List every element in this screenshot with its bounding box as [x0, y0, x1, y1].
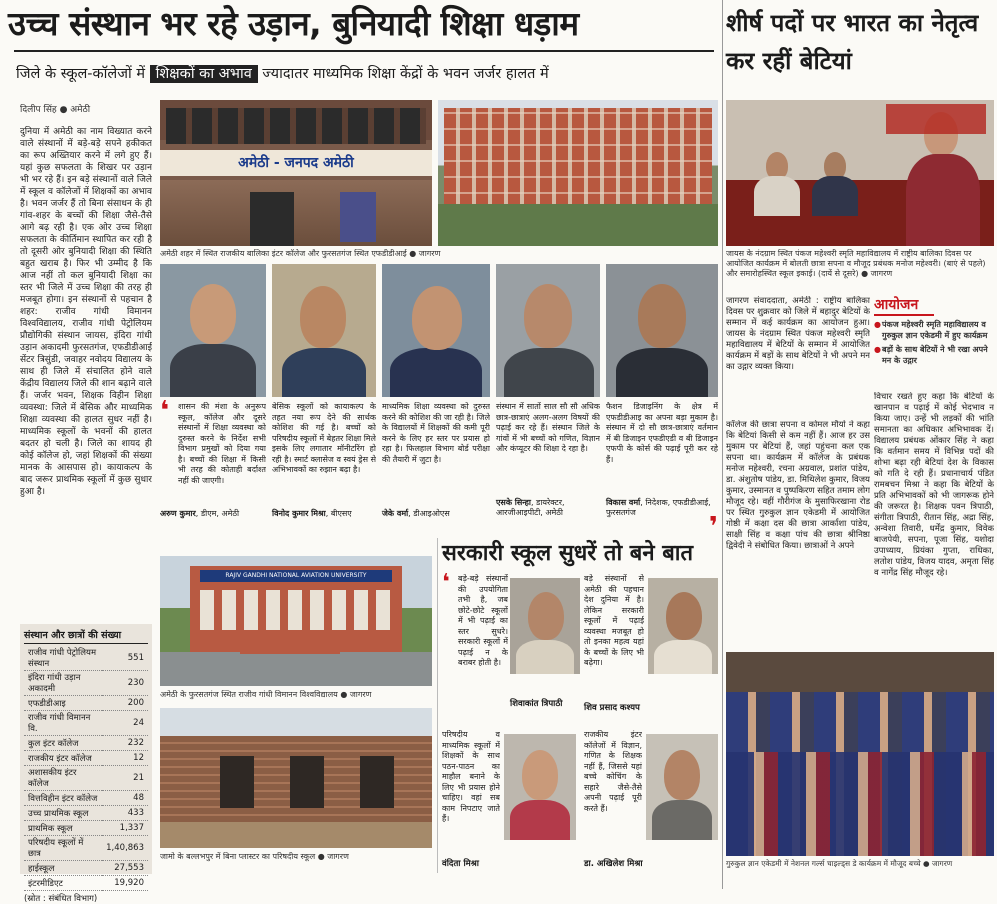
stats-label: राजकीय इंटर कॉलेज: [24, 751, 102, 766]
stats-label: परिषदीय स्कूलों में छात्र: [24, 836, 102, 861]
quote-1: [160, 396, 266, 519]
university-sign: RAJIV GANDHI NATIONAL AVIATION UNIVERSITY: [200, 570, 392, 582]
table-row: [24, 806, 148, 821]
quote-2-name: विनोद कुमार मिश्रा: [272, 509, 326, 518]
stats-value: 21: [102, 766, 148, 791]
quote-mark-icon: ❛: [442, 570, 450, 595]
main-headline: उच्च संस्थान भर रहे उड़ान, बुनियादी शिक्षा धड़ाम: [8, 4, 579, 43]
table-row: [24, 821, 148, 836]
stats-label: इंदिरा गांधी उड़ान अकादमी: [24, 671, 102, 696]
headline-rule: [14, 50, 714, 52]
article-body: दुनिया में अमेठी का नाम विख्यात करने वाले संस्थानों में बड़े-बड़े सपने हकीकत का रूप अख्तियार करने में लगे हुए हैं। यहां कुछ सफलता के शिखर पर उड़ान भी भर रहे हैं। इन बड़े संस्थानों वाले जिले में स्कूल व कॉलेजों में शिक्षकों का अभाव है। भवन जर्जर हैं तो बिना संसाधन के ही गांव-शहर के बच्चों की शिक्षा जैसे-तैसे आगे बढ़ रही है। एक ओर उच्च शिक्षा सफलता के कीर्तिमान स्थापित कर रही है तो दूसरी ओर बुनियादी शिक्षा की स्थिति बहुत खराब है। फिर भी उम्मीद है कि आज नहीं तो कल बुनियादी शिक्षा का स्तर भी जिले में उच्च शिक्षा की तरह ही मजबूत होगा। इन संस्थानों से पहचान है शहर: राजीव गांधी विमानन विश्वविद्यालय, राजीव गांधी पेट्रोलियम प्रौद्योगिकी संस्थान जायस, इंदिरा गांधी उड़ान अकादमी फुरसतगंज, एफडीडीआई सेंटर त्रिसुंडी, जवाहर नवोदय विद्यालय के साथ ही जिले में संचालित होने वाले केंद्रीय विद्यालय जिले की शान बढ़ाने वाले हैं। जर्जर भवन, शिक्षक विहीन शिक्षा व्यवस्था: जिले में बेसिक और माध्यमिक शिक्षा व्यवस्था की हालत सुधर नहीं है। माध्यमिक स्कूलों के भवनों की हालत बदतर हो चली है। जिले का शायद ही कोई कॉलेज हो, जहां शिक्षकों की संख्या मानक के आसपास हो। कायाकल्प के बाद जरूर प्राथमिक स्कूलों में कुछ सुधार हुआ है।: [20, 127, 152, 497]
stats-table: [20, 624, 152, 904]
aayojan-label: आयोजन: [874, 296, 934, 316]
stats-value: 12: [102, 751, 148, 766]
quotes-row: [160, 396, 718, 542]
quote-5-role: निदेशक, एफडीडीआई, फुरसतगंज: [606, 498, 711, 517]
photo-caption-mid: अमेठी के फुरसतगंज स्थित राजीव गांधी विमानन विश्वविद्यालय ● जागरण: [160, 690, 372, 699]
sub-headline-highlight: शिक्षकों का अभाव: [150, 65, 258, 83]
stats-table-rows: [24, 646, 148, 891]
right-body-2: विचार रखते हुए कहा कि बेटियों के खानपान व पढ़ाई में कोई भेदभाव न किया जाए। उन्हें भी लड़कों की भांति समानता का अधिकार अभिभावक दें। विद्यालय प्रबंधक ओंकार सिंह ने कहा कि वर्तमान समय में विभिन्न पदों की शोभा बढ़ा रही बेटियां देश के विकास को गति दे रही हैं। प्रधानाचार्य पंडित रामबचन मिश्रा ने कहा कि बेटियों के प्रति अभिभावकों को भी जागरूक होने की जरूरत है। शिक्षक पवन त्रिपाठी, संगीता त्रिपाठी, रीतान सिंह, अद्रा सिंह, अन्वेशा तिवारी, धर्मेंद्र कुमार, विवेक बाजपेयी, सपना, पूजा सिंह, यशोदा उपाध्याय, प्रियंका गुप्ता, राधिका, लतोश पांडेय, विजय यादव, अमृता सिंह व नागेंद्र सिंह मौजूद रहे।: [874, 392, 994, 578]
portrait-1: [160, 264, 266, 397]
quote-3-name: जेके वर्मा: [382, 509, 409, 518]
sub-headline: [16, 62, 716, 86]
sarkari-item-4: [584, 730, 722, 870]
quote-3-role: डीआइओएस: [413, 509, 450, 518]
classroom-caption: गुरुकुल ज्ञान एकेडमी में नेशनल गर्ल्स चाइल्ड्स डे कार्यक्रम में मौजूद बच्चे ● जागरण: [726, 859, 953, 868]
stats-value: 1,40,863: [102, 836, 148, 861]
stats-value: 230: [102, 671, 148, 696]
stats-value: 433: [102, 806, 148, 821]
table-row: [24, 696, 148, 711]
quote-3-text: माध्यमिक शिक्षा व्यवस्था को दुरुस्त करने की कोशिश की जा रही है। जिले के विद्यालयों में शिक्षकों की कमी पूरी करने के लिए हर स्तर पर प्रयास हो रहा है। फिलहाल विभाग बोर्ड परीक्षा की तैयारी में जुटा है।: [382, 402, 490, 464]
stats-label: हाईस्कूल: [24, 861, 102, 876]
table-row: [24, 876, 148, 891]
aayojan-bullet-2: ● बड़ों के साथ बेटियों ने भी रखा अपने मन के उद्गार: [874, 345, 988, 365]
university-photo: [160, 556, 432, 686]
fddi-photo: [438, 100, 718, 246]
quote-2-attribution: विनोद कुमार मिश्रा, बीएसए: [272, 509, 352, 518]
aayojan-bullet-2-text: बड़ों के साथ बेटियों ने भी रखा अपने मन के उद्गार: [882, 345, 988, 365]
sarkari-item-4-name: डा. अखिलेश मिश्रा: [584, 859, 643, 869]
stats-value: 48: [102, 791, 148, 806]
table-row: [24, 836, 148, 861]
quote-1-attribution: अरुण कुमार, डीएम, अमेठी: [160, 509, 240, 518]
event-photo-caption: जायस के नंदग्राम स्थित पंकज महेश्वरी स्मृति महाविद्यालय में राष्ट्रीय बालिका दिवस पर आयोजित कार्यक्रम में बोलती छात्रा सपना व मौजूद प्रबंधक मनोज महेश्वरी। (बाएं से पहले) और समारोहस्थित स्कूल इकाई। (दायें से दूसरे) ● जागरण: [726, 249, 986, 278]
sarkari-item-1: [442, 570, 580, 714]
photo-caption-top: अमेठी शहर में स्थित राजकीय बालिका इंटर कॉलेज और फुरसतगंज स्थित एफडीडीआई ● जागरण: [160, 249, 441, 258]
portrait-5: [606, 264, 718, 397]
sub-headline-pre: जिले के स्कूल-कॉलेजों में: [16, 66, 146, 82]
table-row: [24, 671, 148, 696]
quote-4-text: संस्थान में सातों साल सौ सौ अधिक छात्र-छात्राएं अलग-अलग विषयों की पढ़ाई कर रहे हैं। संस्थान जिले के गांवों में भी बच्चों को गणित, विज्ञान और कंप्यूटर की शिक्षा दे रहा है।: [496, 402, 600, 453]
sarkari-headline: सरकारी स्कूल सुधरें तो बने बात: [442, 541, 694, 566]
quote-3: [382, 402, 490, 519]
column-rule: [722, 0, 723, 889]
sarkari-item-2-text: बड़े संस्थानों से अमेठी की पहचान देश दुनिया में है। लेकिन सरकारी स्कूलों में पढ़ाई व्यवस्था मजबूत हो तो इनका महत्व यहां के बच्चों के लिए भी बढ़ेगा।: [584, 574, 644, 667]
quote-mark-icon: ❛: [160, 396, 170, 426]
classroom-photo: [726, 652, 994, 856]
stats-label: अशासकीय इंटर कॉलेज: [24, 766, 102, 791]
stats-value: 551: [102, 646, 148, 671]
stats-label: कुल इंटर कॉलेज: [24, 736, 102, 751]
column-rule: [437, 538, 438, 873]
event-photo: [726, 100, 994, 246]
stats-table-title: संस्थान और छात्रों की संख्या: [24, 628, 148, 644]
stats-label: राजीव गांधी पेट्रोलियम संस्थान: [24, 646, 102, 671]
table-row: [24, 766, 148, 791]
sarkari-item-3-name: वंदिता मिश्रा: [442, 859, 479, 869]
stats-value: 27,553: [102, 861, 148, 876]
table-row: [24, 791, 148, 806]
stats-label: उच्च प्राथमिक स्कूल: [24, 806, 102, 821]
right-lead: जागरण संवाददाता, अमेठी : राष्ट्रीय बालिका दिवस पर शुक्रवार को जिले में बहादुर बेटियों के सम्मान में कई कार्यक्रम का आयोजन हुआ। जायस के नंदग्राम स्थित पंकज महेश्वरी स्मृति महाविद्यालय में बेटियों के सम्मान में आयोजित कार्यक्रम में बड़ों के साथ बेटियों ने भी अपने मन का उद्गार व्यक्त किया।: [726, 296, 870, 372]
quote-end-mark-icon: ❜: [708, 512, 718, 542]
right-body: कॉलेज की छात्रा सपना व कोमल मौर्या ने कहा कि बेटियां किसी से कम नहीं हैं। आज हर उस मुकाम पर बेटियां हैं, जहां पहुंचना कल एक सपना था। कार्यक्रम में कॉलेज के प्रबंधक मनोज महेश्वरी, रचना अग्रवाल, प्रशांत पांडेय, डा. अंशुतोष पांडेय, डा. मिथिलेश कुमार, विजय कुमार, उस्मानत व पुष्पकिरण सहित तमाम लोग मौजूद रहे। वहीं गौरीगंज के मुसाफिरखाना रोड पर स्थित गुरुकुल ज्ञान एकेडमी में आयोजित गोष्ठी में कक्षा दस की छात्रा आर्कांशा पांडेय, साक्षी सिंह व कक्षा पांच की छात्रा श्रीनिष्ठा द्विवेदी ने संबोधित किया। छात्राओं ने अपने: [726, 420, 870, 551]
quote-portraits: [160, 264, 718, 399]
quote-5-name: विकास वर्मा: [606, 498, 641, 507]
aayojan-bullet-1-text: पंकज महेश्वरी स्मृति महाविद्यालय व गुरुकुल ज्ञान एकेडमी में हुए कार्यक्रम: [882, 320, 988, 340]
school-photo: [160, 100, 432, 246]
stats-value: 232: [102, 736, 148, 751]
table-row: [24, 751, 148, 766]
stats-value: 24: [102, 711, 148, 736]
sarkari-item-3-text: परिषदीय व माध्यमिक स्कूलों में शिक्षकों के साथ पठन-पाठन का माहौल बनाने के लिए भी प्रयास होने चाहिए। वहां सब काम निपटाए जाते हैं।: [442, 730, 500, 823]
quote-4: [496, 402, 600, 518]
table-row: [24, 861, 148, 876]
right-headline: शीर्ष पदों पर भारत का नेतृत्व कर रहीं बेटियां: [726, 9, 979, 75]
quote-5-attribution: विकास वर्मा, निदेशक, एफडीडीआई, फुरसतगंज: [606, 498, 711, 517]
quote-2-text: बेसिक स्कूलों को कायाकल्प के तहत नया रूप देने की सार्थक कोशिश की गई है। बच्चों को परिषदीय स्कूलों में बेहतर शिक्षा मिले इसके लिए लगातार मॉनीटरिंग हो रही है। स्मार्ट क्लासेज व स्वयं ड्रेस से अभिभावकों का रुझान बढ़ा है।: [272, 402, 376, 474]
quote-1-text: शासन की मंशा के अनुरूप स्कूल, कॉलेज और दूसरे संस्थानों में शिक्षा व्यवस्था को दुरुस्त करने के निर्देश सभी विभाग प्रमुखों को दिया गया है। बच्चों की शिक्षा में किसी भी तरह की कोताही बर्दाश्त नहीं की जाएगी।: [178, 402, 266, 485]
stats-label: इंटरमीडिएट: [24, 876, 102, 891]
stats-label: राजीव गांधी विमानन वि.: [24, 711, 102, 736]
stats-value: 1,337: [102, 821, 148, 836]
stats-label: एफडीडीआइ: [24, 696, 102, 711]
sarkari-portrait-3: [504, 734, 576, 840]
portrait-4: [496, 264, 600, 397]
table-row: [24, 736, 148, 751]
table-row: [24, 646, 148, 671]
stats-table-source: (स्रोत : संबंधित विभाग): [24, 894, 98, 904]
school-sign: अमेठी - जनपद अमेठी: [160, 150, 432, 176]
sarkari-portrait-2: [648, 578, 718, 674]
sarkari-item-1-text: बड़े-बड़े संस्थानों की उपयोगिता तभी है, जब छोटे-छोटे स्कूलों में भी पढ़ाई का स्तर सुधरे। सरकारी स्कूलों में पढ़ाई न के बराबर होती है।: [458, 574, 508, 667]
sarkari-item-4-text: राजकीय इंटर कॉलेजों में विज्ञान, गणित के शिक्षक नहीं हैं, जिससे यहां बच्चे कोचिंग के सहारे जैसे-तैसे अपनी पढ़ाई पूरी करते हैं।: [584, 730, 642, 813]
stats-label: प्राथमिक स्कूल: [24, 821, 102, 836]
aayojan-box: [874, 296, 994, 388]
sarkari-item-2-name: शिव प्रसाद कश्यप: [584, 703, 640, 713]
sub-headline-post: ज्यादातर माध्यमिक शिक्षा केंद्रों के भवन जर्जर हालत में: [262, 66, 549, 82]
table-row: [24, 711, 148, 736]
sarkari-item-2: [584, 574, 722, 714]
quote-5-text: फैशन डिजाइनिंग के क्षेत्र में एफडीडीआइ का अपना बड़ा मुकाम है। संस्थान में दो सौ छात्र-छात्राएं वर्तमान में बी डिजाइन एफडीएडी व बी डिजाइन एफपी के कोर्स की पढ़ाई पूरी कर रहे हैं।: [606, 402, 718, 464]
quote-4-role: डायरेक्टर, आरजीआइपीटी, अमेठी: [496, 498, 565, 517]
sarkari-item-3: [442, 730, 580, 870]
unplastered-school-photo: [160, 708, 432, 848]
aayojan-bullet-1: ● पंकज महेश्वरी स्मृति महाविद्यालय व गुरुकुल ज्ञान एकेडमी में हुए कार्यक्रम: [874, 320, 988, 340]
stats-value: 19,920: [102, 876, 148, 891]
stats-value: 200: [102, 696, 148, 711]
sarkari-portrait-1: [510, 578, 580, 674]
quote-5: [606, 402, 718, 542]
sarkari-portrait-4: [646, 734, 718, 840]
stats-label: वित्तविहीन इंटर कॉलेज: [24, 791, 102, 806]
quote-3-attribution: जेके वर्मा, डीआइओएस: [382, 509, 450, 518]
portrait-2: [272, 264, 376, 397]
quote-1-name: अरुण कुमार: [160, 509, 196, 518]
photo-caption-bottom: जामो के बल्लभपुर में बिना प्लास्टर का परिषदीय स्कूल ● जागरण: [160, 852, 349, 861]
byline: दिलीप सिंह ● अमेठी: [20, 105, 91, 115]
quote-1-role: डीएम, अमेठी: [200, 509, 240, 518]
quote-2-role: बीएसए: [330, 509, 352, 518]
quote-4-attribution: एसके सिन्हा, डायरेक्टर, आरजीआइपीटी, अमेठी: [496, 498, 565, 517]
portrait-3: [382, 264, 490, 397]
quote-2: [272, 402, 376, 519]
quote-4-name: एसके सिन्हा: [496, 498, 531, 507]
sarkari-item-1-name: शिवाकांत त्रिपाठी: [510, 699, 563, 709]
